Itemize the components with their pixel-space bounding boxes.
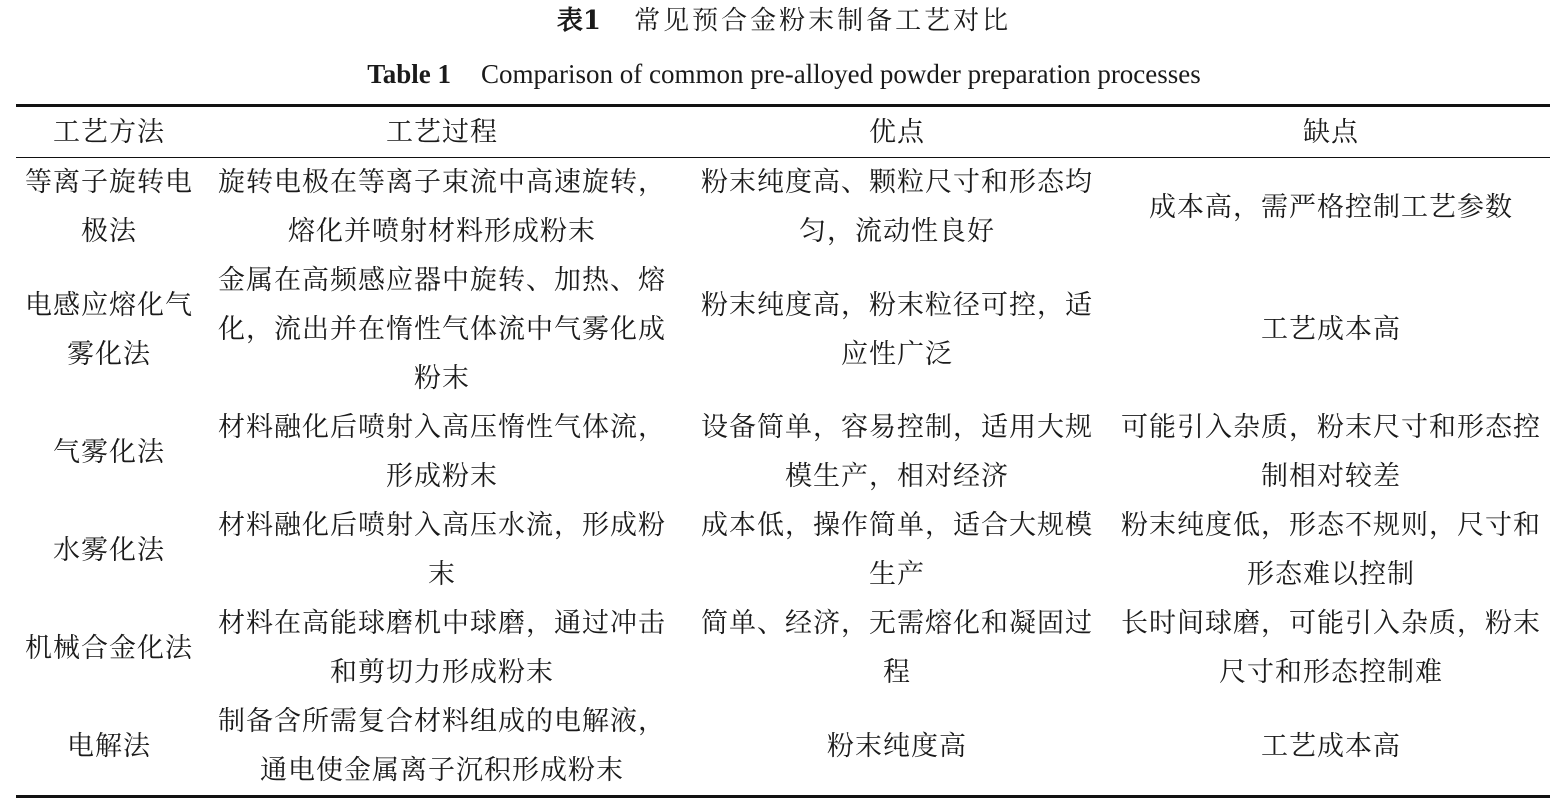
header-advantages: 优点	[869, 116, 925, 148]
caption-text-chinese: 常见预合金粉末制备工艺对比	[634, 6, 1012, 36]
table-row	[16, 158, 1550, 257]
cell-process: 旋转电极在等离子束流中高速旋转，熔化并喷射材料形成粉末	[218, 167, 666, 247]
cell-disadvantages: 粉末纯度低，形态不规则，尺寸和形态难以控制	[1121, 510, 1541, 590]
cell-disadvantages: 长时间球磨，可能引入杂质，粉末尺寸和形态控制难	[1121, 608, 1541, 688]
cell-method: 电解法	[67, 730, 151, 762]
table-header-row	[16, 106, 1550, 158]
header-process: 工艺过程	[386, 116, 498, 148]
table-row	[16, 697, 1550, 797]
cell-disadvantages: 可能引入杂质，粉末尺寸和形态控制相对较差	[1121, 412, 1541, 492]
table-caption-chinese	[0, 4, 1568, 38]
cell-process: 材料融化后喷射入高压水流，形成粉末	[218, 510, 666, 590]
cell-disadvantages: 工艺成本高	[1261, 730, 1401, 762]
header-disadvantages: 缺点	[1303, 116, 1359, 148]
cell-process: 材料融化后喷射入高压惰性气体流，形成粉末	[218, 412, 666, 492]
cell-method: 等离子旋转电极法	[25, 167, 193, 247]
table-row	[16, 403, 1550, 501]
caption-label-english: Table 1	[367, 59, 451, 89]
cell-advantages: 成本低，操作简单，适合大规模生产	[701, 510, 1093, 590]
cell-advantages: 设备简单，容易控制，适用大规模生产，相对经济	[701, 412, 1093, 492]
cell-advantages: 粉末纯度高、颗粒尺寸和形态均匀，流动性良好	[701, 167, 1093, 247]
cell-advantages: 简单、经济，无需熔化和凝固过程	[701, 608, 1093, 688]
header-method: 工艺方法	[53, 116, 165, 148]
cell-process: 制备含所需复合材料组成的电解液，通电使金属离子沉积形成粉末	[218, 706, 666, 786]
cell-method: 电感应熔化气雾化法	[25, 289, 193, 370]
table-row	[16, 501, 1550, 599]
cell-process: 金属在高频感应器中旋转、加热、熔化，流出并在惰性气体流中气雾化成粉末	[218, 265, 666, 394]
cell-disadvantages: 工艺成本高	[1261, 314, 1401, 345]
table-row	[16, 599, 1550, 697]
comparison-table	[16, 104, 1550, 798]
caption-label-chinese: 表1	[556, 6, 601, 36]
table-caption-english	[0, 56, 1568, 92]
cell-advantages: 粉末纯度高，粉末粒径可控，适应性广泛	[701, 289, 1093, 370]
cell-advantages: 粉末纯度高	[827, 730, 967, 762]
cell-method: 气雾化法	[53, 436, 165, 468]
cell-process: 材料在高能球磨机中球磨，通过冲击和剪切力形成粉末	[218, 608, 666, 688]
cell-disadvantages: 成本高，需严格控制工艺参数	[1149, 191, 1513, 223]
cell-method: 机械合金化法	[25, 632, 193, 664]
cell-method: 水雾化法	[53, 534, 165, 566]
table-row	[16, 256, 1550, 403]
comparison-table-container	[16, 104, 1550, 798]
caption-text-english: Comparison of common pre-alloyed powder preparation processes	[481, 59, 1201, 89]
